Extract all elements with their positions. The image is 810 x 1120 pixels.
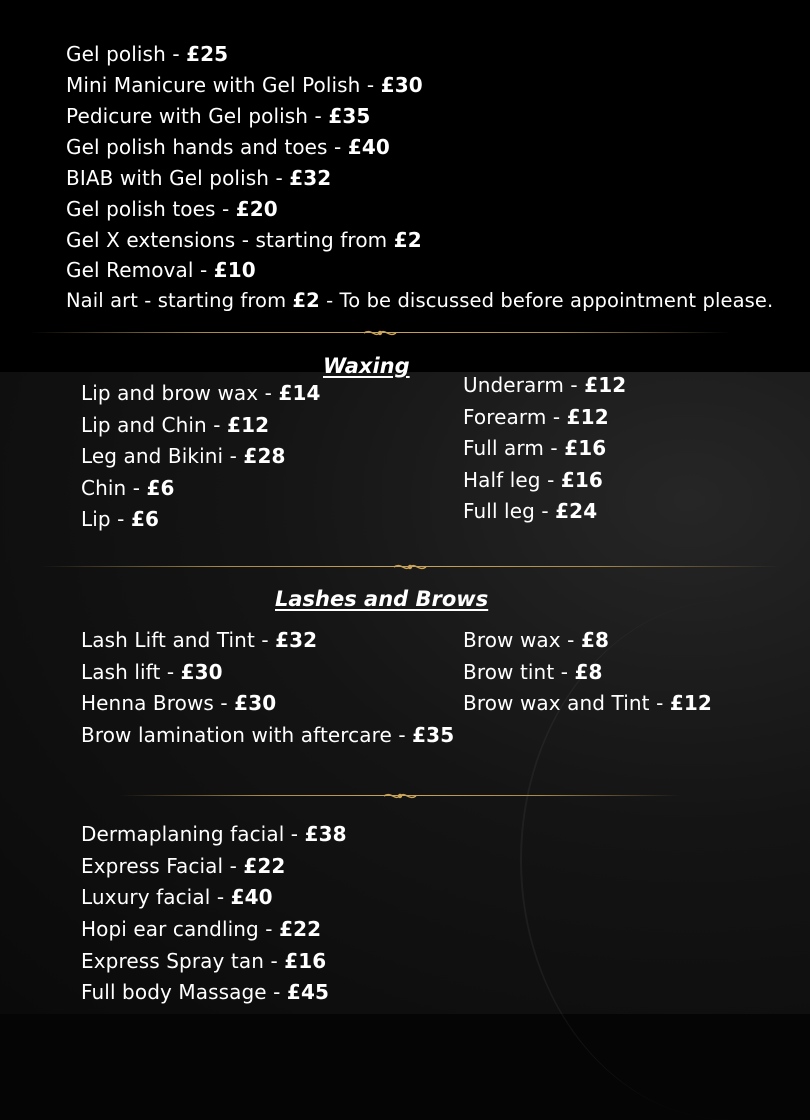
divider-ornament-icon <box>363 327 397 339</box>
price-item: Gel Removal - £10 <box>66 258 256 282</box>
price-item: Mini Manicure with Gel Polish - £30 <box>66 73 423 97</box>
price-item: Dermaplaning facial - £38 <box>81 822 347 846</box>
price-item: Express Spray tan - £16 <box>81 949 327 973</box>
price-item: Brow tint - £8 <box>463 660 603 684</box>
price-item: Underarm - £12 <box>463 373 627 397</box>
price-item: Full arm - £16 <box>463 436 607 460</box>
price-item: Full body Massage - £45 <box>81 980 329 1004</box>
price-item: Brow wax and Tint - £12 <box>463 691 712 715</box>
price-item: Gel polish - £25 <box>66 42 229 66</box>
section-divider <box>120 790 680 802</box>
price-item: Henna Brows - £30 <box>81 691 277 715</box>
section-divider <box>30 327 730 339</box>
price-item: Forearm - £12 <box>463 405 609 429</box>
price-item: Lip and brow wax - £14 <box>81 381 321 405</box>
price-item: Leg and Bikini - £28 <box>81 444 286 468</box>
divider-ornament-icon <box>383 790 417 802</box>
price-item: Lip and Chin - £12 <box>81 413 270 437</box>
price-item: Brow lamination with aftercare - £35 <box>81 723 455 747</box>
price-item: Express Facial - £22 <box>81 854 286 878</box>
price-item: Lash lift - £30 <box>81 660 223 684</box>
price-item: Luxury facial - £40 <box>81 885 273 909</box>
divider-ornament-icon <box>393 561 427 573</box>
section-divider <box>40 561 780 573</box>
price-item: Full leg - £24 <box>463 499 598 523</box>
price-item: Gel polish toes - £20 <box>66 197 278 221</box>
price-item: Nail art - starting from £2 - To be discussed before appointment please. <box>66 289 774 312</box>
waxing-heading: Waxing <box>323 354 410 378</box>
price-item: Gel polish hands and toes - £40 <box>66 135 390 159</box>
lashes-heading: Lashes and Brows <box>275 587 489 611</box>
price-item: Lip - £6 <box>81 507 159 531</box>
price-item: Brow wax - £8 <box>463 628 609 652</box>
price-item: BIAB with Gel polish - £32 <box>66 166 332 190</box>
price-item: Gel X extensions - starting from £2 <box>66 228 422 252</box>
price-item: Half leg - £16 <box>463 468 603 492</box>
price-item: Pedicure with Gel polish - £35 <box>66 104 371 128</box>
price-item: Hopi ear candling - £22 <box>81 917 322 941</box>
price-item: Lash Lift and Tint - £32 <box>81 628 318 652</box>
price-item: Chin - £6 <box>81 476 175 500</box>
